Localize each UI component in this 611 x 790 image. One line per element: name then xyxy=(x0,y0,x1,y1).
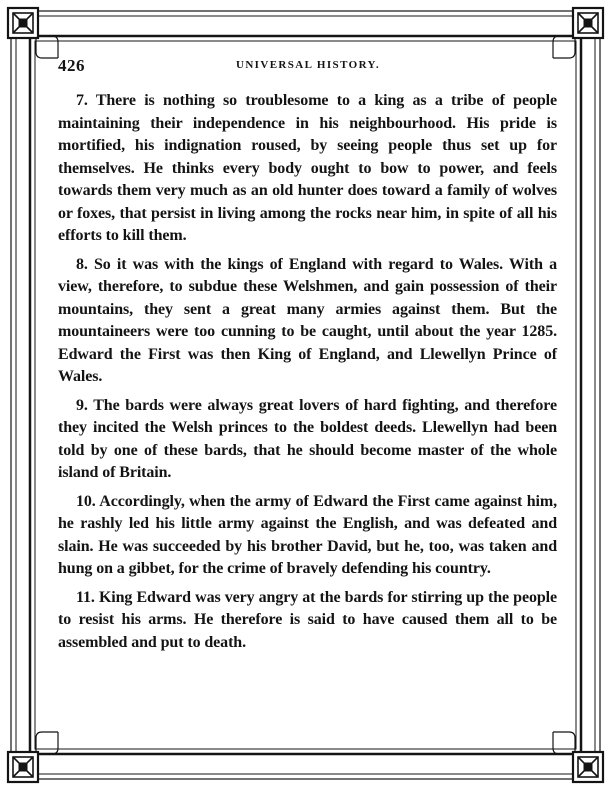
corner-ornament-bottom-left-icon xyxy=(8,752,38,782)
paragraph-11: 11. King Edward was very angry at the bards for stirring up the people to resist his arms. He therefore is said to have caused them all to be assembled and put to death. xyxy=(58,588,557,651)
page-header xyxy=(58,56,558,76)
paragraph-9: 9. The bards were always great lovers of hard fighting, and therefore they incited the Welsh princes to the boldest deeds. Llewellyn had been told by one of these bards, that he should become master of the whole island of Britain. xyxy=(58,396,557,481)
paragraph-8: 8. So it was with the kings of England with regard to Wales. With a view, therefore, to subdue these Welshmen, and gain possession of their mountains, they sent a great many armies against them. But the mountaineers were too cunning to be caught, until about the year 1285. Edward the First was then King of England, and Llewellyn Prince of Wales. xyxy=(58,255,557,385)
paragraph-7: 7. There is nothing so troublesome to a king as a tribe of people maintaining their independence in his neighbourhood. His pride is mortified, his indignation roused, by seeing people thus set up for themselves. He thinks every body ought to bow to power, and feels towards them very much as an old hunter does toward a family of wolves or foxes, that persist in living among the rocks near him, in spite of all his efforts to kill them. xyxy=(58,92,557,244)
paragraph-10: 10. Accordingly, when the army of Edward the First came against him, he rashly led his little army against the English, and was defeated and slain. He was succeeded by his brother David, but he, too, was taken and hung on a gibbet, for the crime of bravely defending his country. xyxy=(58,492,557,577)
corner-ornament-top-left-icon xyxy=(8,8,38,38)
corner-ornament-top-right-icon xyxy=(573,8,603,38)
page-number: 426 xyxy=(58,56,85,75)
corner-ornament-bottom-right-icon xyxy=(573,752,603,782)
running-head: UNIVERSAL HISTORY. xyxy=(235,59,381,71)
body-text xyxy=(58,90,557,660)
